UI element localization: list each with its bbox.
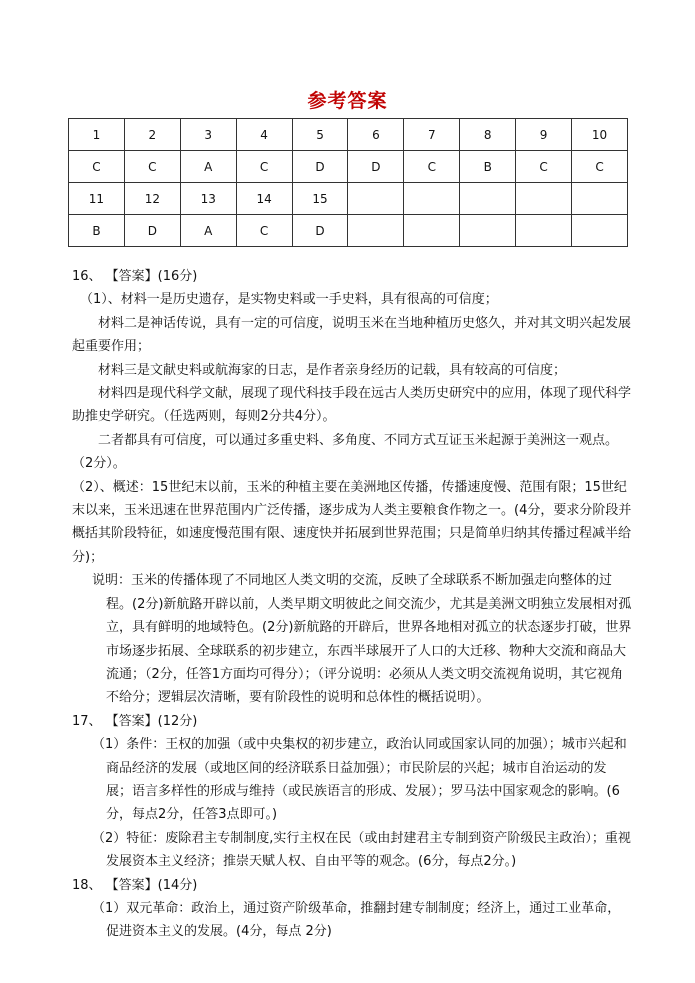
table-cell: C bbox=[404, 151, 460, 183]
table-cell: 2 bbox=[124, 119, 180, 151]
q16-part1-material1: （1）、材料一是历史遗存，是实物史料或一手史料，具有很高的可信度； bbox=[80, 292, 498, 308]
table-cell bbox=[348, 215, 404, 247]
q16-part1-material4: 材料四是现代科学文献，展现了现代科技手段在远古人类历史研究中的应用，体现了现代科学助推史学研究。（任选两则，每则2分共4分）。 bbox=[72, 386, 632, 425]
table-cell: 13 bbox=[180, 183, 236, 215]
table-cell: D bbox=[348, 151, 404, 183]
q16-part2-overview: （2）、概述：15世纪末以前，玉米的种植主要在美洲地区传播，传播速度慢、范围有限；15世纪末以来，玉米迅速在世界范围内广泛传播，逐步成为人类主要粮食作物之一。(4分，要求分阶段并概括其阶段特征，如速度慢范围有限、速度快并拓展到世界范围；只是简单归纳其传播过程减半给分)； bbox=[72, 479, 632, 565]
table-cell: D bbox=[124, 215, 180, 247]
table-cell: 14 bbox=[236, 183, 292, 215]
table-cell: 6 bbox=[348, 119, 404, 151]
q18-part1: （1）双元革命：政治上，通过资产阶级革命，推翻封建专制制度；经济上，通过工业革命，促进资本主义的发展。(4分，每点 2分) bbox=[92, 900, 621, 940]
table-row bbox=[69, 151, 628, 183]
q16-part1-summary: 二者都具有可信度，可以通过多重史料、多角度、不同方式互证玉米起源于美洲这一观点。（2分）。 bbox=[72, 432, 619, 472]
table-cell bbox=[348, 183, 404, 215]
table-cell: 12 bbox=[124, 183, 180, 215]
table-cell: 8 bbox=[460, 119, 516, 151]
table-cell: C bbox=[236, 151, 292, 183]
table-cell bbox=[572, 215, 628, 247]
table-cell: 4 bbox=[236, 119, 292, 151]
table-cell: D bbox=[292, 151, 348, 183]
q16-part1-material2: 材料二是神话传说，具有一定的可信度，说明玉米在当地种植历史悠久，并对其文明兴起发展起重要作用； bbox=[72, 315, 632, 355]
table-row bbox=[69, 215, 628, 247]
table-cell bbox=[516, 183, 572, 215]
q18-heading: 18、 【答案】(14分) bbox=[72, 877, 198, 893]
table-cell: 1 bbox=[69, 119, 125, 151]
table-cell: 10 bbox=[572, 119, 628, 151]
q16-part1-material3: 材料三是文献史料或航海家的日志，是作者亲身经历的记载，具有较高的可信度； bbox=[98, 362, 567, 378]
table-row bbox=[69, 119, 628, 151]
answer-content bbox=[72, 265, 632, 944]
table-cell: 11 bbox=[69, 183, 125, 215]
q17-part2: （2）特征：废除君主专制制度,实行主权在民（或由封建君主专制到资产阶级民主政治）；重视发展资本主义经济；推崇天赋人权、自由平等的观念。(6分，每点2分。) bbox=[92, 830, 631, 870]
table-cell bbox=[516, 215, 572, 247]
table-cell: 3 bbox=[180, 119, 236, 151]
table-cell bbox=[404, 215, 460, 247]
q17-part1: （1）条件：王权的加强（或中央集权的初步建立，政治认同或国家认同的加强）；城市兴起和商品经济的发展（或地区间的经济联系日益加强）；市民阶层的兴起；城市自治运动的发展；语言多样性的形成与维持（或民族语言的形成、发展）；罗马法中国家观念的影响。(6分，每点2分，任答3点即可。) bbox=[92, 737, 627, 823]
table-cell bbox=[572, 183, 628, 215]
q16-part2-explanation: 说明：玉米的传播体现了不同地区人类文明的交流，反映了全球联系不断加强走向整体的过程。(2分)新航路开辟以前，人类早期文明彼此之间交流少，尤其是美洲文明独立发展相对孤立，具有鲜明的地域特色。(2分)新航路的开辟后，世界各地相对孤立的状态逐步打破，世界市场逐步拓展、全球联系的初步建立，东西半球展开了人口的大迁移、物种大交流和商品大流通；（2分，任答1方面均可得分）；（评分说明：必须从人类文明交流视角说明，其它视角不给分；逻辑层次清晰，要有阶段性的说明和总体性的概括说明）。 bbox=[92, 573, 632, 706]
table-cell: A bbox=[180, 151, 236, 183]
table-cell: C bbox=[516, 151, 572, 183]
table-cell: 7 bbox=[404, 119, 460, 151]
table-cell: D bbox=[292, 215, 348, 247]
table-cell: C bbox=[69, 151, 125, 183]
table-cell: C bbox=[236, 215, 292, 247]
table-cell: B bbox=[69, 215, 125, 247]
page-title: 参考答案 bbox=[307, 90, 388, 112]
table-cell: B bbox=[460, 151, 516, 183]
q16-heading: 16、 【答案】(16分) bbox=[72, 269, 198, 284]
table-cell: 5 bbox=[292, 119, 348, 151]
table-cell: 9 bbox=[516, 119, 572, 151]
answer-table bbox=[68, 118, 628, 247]
table-row bbox=[69, 183, 628, 215]
table-cell: A bbox=[180, 215, 236, 247]
table-cell: 15 bbox=[292, 183, 348, 215]
table-cell: C bbox=[572, 151, 628, 183]
table-cell bbox=[460, 215, 516, 247]
table-cell bbox=[460, 183, 516, 215]
table-cell bbox=[404, 183, 460, 215]
q17-heading: 17、 【答案】(12分) bbox=[72, 713, 198, 729]
table-cell: C bbox=[124, 151, 180, 183]
